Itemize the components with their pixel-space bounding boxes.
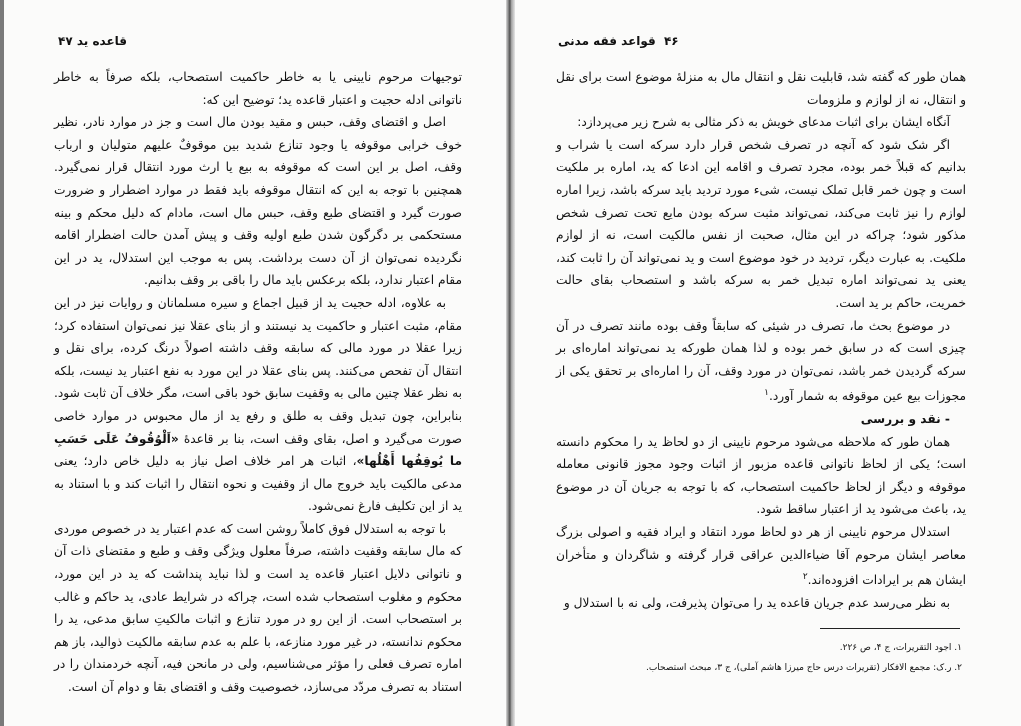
footnote-marker: ۲ — [802, 572, 808, 583]
right-page-header — [558, 34, 679, 48]
paragraph — [556, 521, 966, 592]
footnotes — [600, 638, 962, 678]
arabic-quote: «اَلْوُقُوفُ عَلَى حَسَبِ ما يُوقِفُها أَهْلُها» — [54, 431, 462, 469]
right-page-number: ۴۶ — [663, 34, 679, 48]
paragraph: با توجه به استدلال فوق کاملاً روشن است که عدم اعتبار ید در خصوص موردی که مال سابقه وقفیت داشته، صرفاً معلول ویژگی وقف و طبع و مقتضای ذات آن و ناتوانی دلایل اعتبار قاعده ید است و لذا نباید پنداشت که ید در این مورد، محکوم و مغلوب استصحاب شده است، چراکه در شرایط عادی، ید حاکم و غالب بر استصحاب است. از این رو در مورد تنازع و اثبات مالکیتِ سابق مدعی، ید را محکوم ندانسته، در غیر مورد منازعه، با علم به عدم سابقه مالکیت ذوالید، باز هم اماره تصرف فعلی را مؤثر می‌شناسیم، ولی در مانحن فیه، آنچه خردمندان را در استناد به تصرف مردّد می‌سازد، خصوصیت وقف و اقتضای بقا و دوام آن است. — [54, 521, 462, 695]
footnote: ۲. ر.ک: مجمع الافکار (تقریرات درس حاج میرزا هاشم آملی)، ج ۳، مبحث استصحاب. — [645, 663, 962, 673]
paragraph-text: ، اثبات هر امر خلاف اصل نیاز به دلیل خاص دارد؛ یعنی مدعی مالکیت باید خروج مال از وقفیت و نحوه انتقال را اثبات کند و با استناد به ید از این تکلیف فارغ نمی‌شود. — [54, 454, 462, 514]
paragraph-text: به علاوه، ادله حجیت ید از قبیل اجماع و سیره مسلمانان و روایات نیز در این مقام، مثبت اعتبار و حاکمیت ید نیستند و از بنای عقلا نیز نمی‌توان استفاده کرد؛ زیرا عقلا در مورد مالی که سابقه وقف داشته اصولاً درنگ کرده، برای نقل و انتقال آن تفحص می‌کنند. پس بنای عقلا در این مورد به نفع اعتبار ید نیست، بلکه به نظر عقلا چنین مالی به وقفیت سابق خود باقی است، مگر خلاف آن ثابت شود. بنابراین، چون تبدیل وقف به طلق و رفع ید از مال محبوس در موارد خاصی صورت می‌گیرد و اصل، بقای وقف است، بنا بر قاعدهٔ — [54, 295, 463, 446]
paragraph: به نظر می‌رسد عدم جریان قاعده ید را می‌توان پذیرفت، ولی نه با استدلال و — [563, 595, 950, 610]
paragraph: اگر شک شود که آنچه در تصرف شخص قرار دارد سرکه است یا شراب و بدانیم که قبلاً خمر بوده، مجرد تصرف و اقامه این ادعا که ید، اماره بر ملکیت است و چون خمر قابل تملک نیست، شیء مورد تردید باید سرکه باشد، زیرا اماره لوازم را نیز ثابت می‌کند، نمی‌تواند مثبت سرکه بودن مایع تحت تصرف شخص مذکور شود؛ چراکه در این مثال، صحبت از نفس مالکیت است، نه از لوازم ملکیت. به عبارت دیگر، تردید در خود موضوع است و ید نمی‌تواند آن را ثابت کند، یعنی ید نمی‌تواند اماره تبدیل خمر به سرکه باشد و استصحاب بقای حالت خمریت، حاکم بر ید است. — [556, 137, 966, 310]
footnote: ۱. اجود التقریرات، ج ۴، ص ۲۲۶. — [839, 643, 962, 653]
paragraph — [54, 292, 462, 518]
paragraph: توجیهات مرحوم نایینی یا به خاطر حاکمیت استصحاب، بلکه صرفاً به خاطر ناتوانی ادله حجیت و اعتبار قاعده ید؛ توضیح این که: — [54, 70, 462, 107]
footnote-divider — [820, 628, 960, 629]
footnote-marker: ۱ — [764, 388, 769, 399]
right-page-body — [556, 66, 966, 614]
right-page-title: قواعد فقه مدنی — [558, 34, 656, 48]
paragraph: آنگاه ایشان برای اثبات مدعای خویش به ذکر مثالی به شرح زیر می‌پردازد: — [577, 115, 950, 130]
paragraph — [556, 315, 966, 408]
left-page-header — [54, 34, 127, 48]
page-edge-shadow — [0, 0, 4, 726]
paragraph-text: استدلال مرحوم نایینی از هر دو لحاظ مورد انتقاد و ایراد فقیه و اصولی بزرگ معاصر ایشان مرحوم آقا ضیاءالدین عراقی قرار گرفته و شاگردان و متأخران ایشان هم بر ایرادات افزوده‌اند. — [556, 524, 966, 588]
left-page-number: ۴۷ — [58, 34, 73, 48]
book-gutter — [506, 0, 515, 726]
paragraph: همان طور که گفته شد، قابلیت نقل و انتقال مال به منزلهٔ موضوع است برای نقل و انتقال، نه از لوازم و ملزومات — [556, 70, 966, 107]
paragraph: اصل و اقتضای وقف، حبس و مقید بودن مال است و جز در موارد نادر، نظیر خوف خرابی موقوفه یا وجود تنازع شدید بین موقوفٌ علیهم متولیان و ارباب وقف، اصل بر این است که موقوفه به بیع یا ارث مورد انتقال قرار نمی‌گیرد. همچنین با توجه به این که انتقال موقوفه باید فقط در موارد اضطرار و ضرورت صورت گیرد و اقتضای طبع وقف، حبس مال است، مادام که دلیل محکم و بینه مستحکمی بر دگرگون شدن طبع اولیه وقف و پیش آمدن حالت اضطرار اقامه نگردیده نمی‌توان از آن دست برداشت. پس به موجب این استدلال، ید در این مقام اعتبار ندارد، بلکه برعکس باید مال را باقی بر وقف بدانیم. — [54, 115, 462, 288]
paragraph: همان طور که ملاحظه می‌شود مرحوم نایینی از دو لحاظ ید را محکوم دانسته است؛ یکی از لحاظ ناتوانی قاعده مزبور از اثبات وجود مجوز قانونی معامله موقوفه و دیگر از لحاظ حاکمیت استصحاب، که با توجه به جریان آن در موضوع ید، باعث می‌شود ید از اعتبار ساقط شود. — [556, 434, 966, 517]
left-page-title: قاعده ید — [76, 34, 128, 48]
section-heading: - نقد و بررسی — [860, 411, 950, 426]
paragraph-text: در موضوع بحث ما، تصرف در شیئی که سابقاً وقف بوده مانند تصرف در آن چیزی است که در سابق خمر بوده و لذا همان طورکه ید نمی‌تواند اماره‌ای بر سرکه گردیدن خمر باشد، نمی‌توان در مورد وقف، آن را اماره‌ای بر تحقق یکی از مجوزات بیع عین موقوفه به شمار آورد. — [556, 318, 966, 404]
left-page-body — [54, 66, 462, 699]
